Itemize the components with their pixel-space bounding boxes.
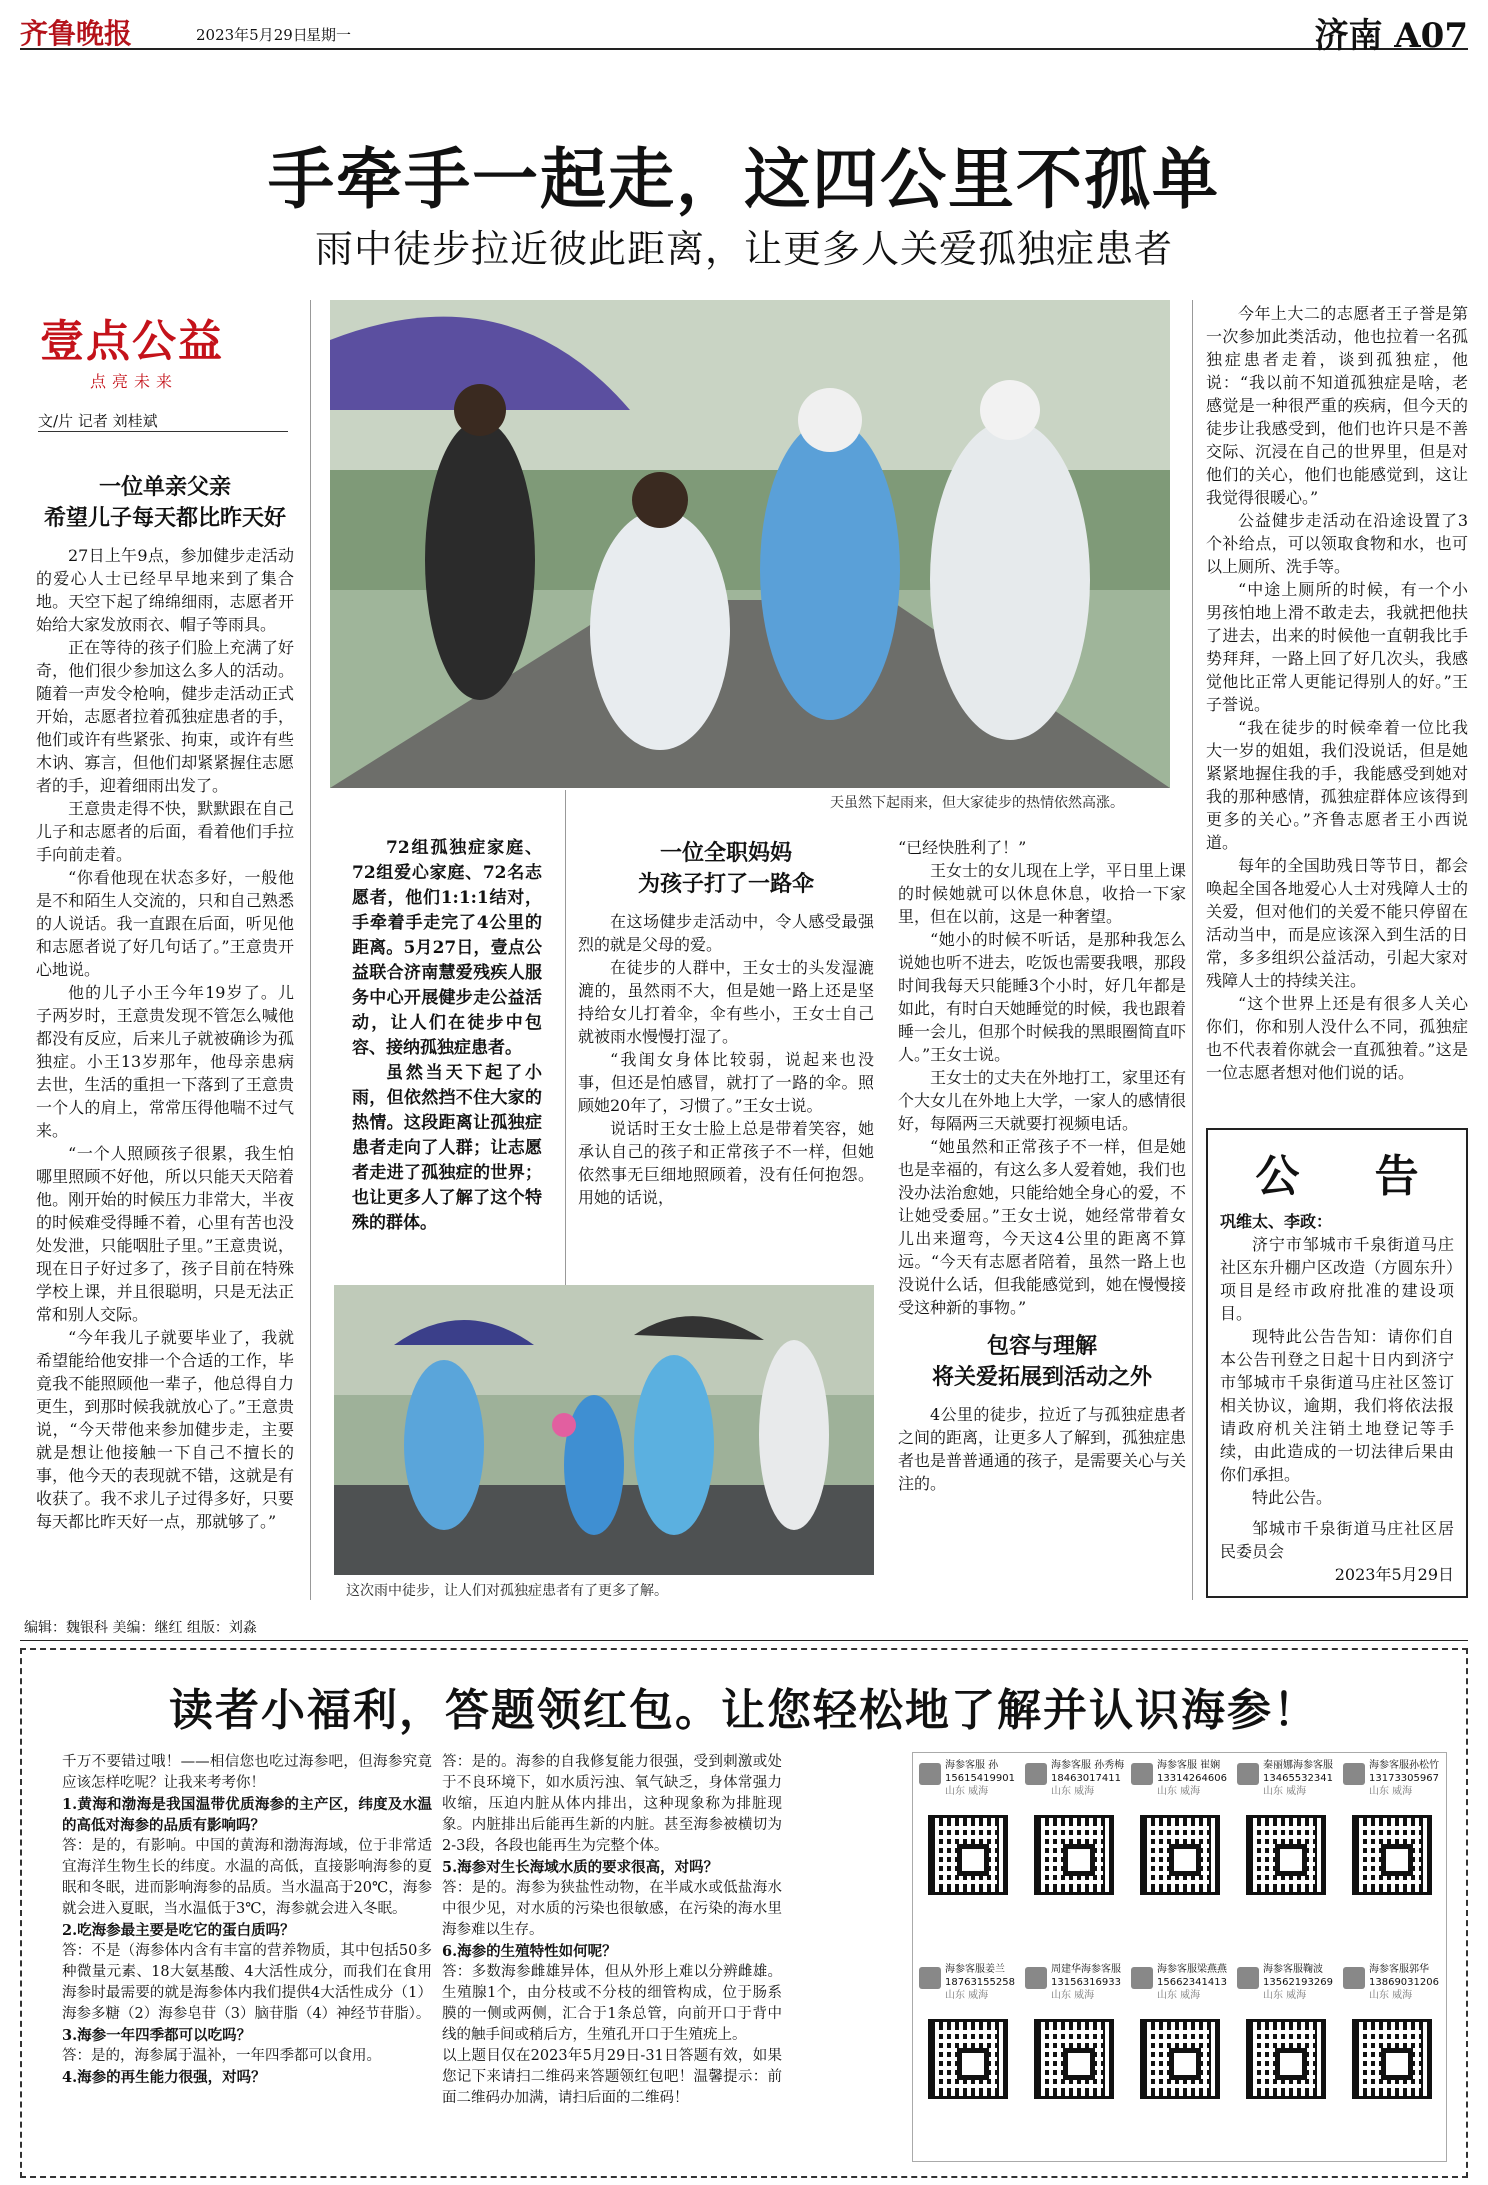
photo-families-walking	[334, 1285, 874, 1575]
avatar	[919, 1967, 941, 1989]
issue-weekday: 星期一	[306, 26, 352, 44]
paragraph: 他的儿子小王今年19岁了。儿子两岁时，王意贵发现不管怎么喊他都没有反应，后来儿子就被确诊为孤独症。小王13岁那年，他母亲患病去世，生活的重担一下落到了王意贵一个人的肩上，常常压得他喘不过气来。	[36, 983, 294, 1140]
ad-answer: 答：是的。海参的自我修复能力很强，受到刺激或处于不良环境下，如水质污浊、氧气缺乏，身体常强力收缩，压迫内脏从体内排出，这种现象称为排脏现象。内脏排出后能再生新的内脏。甚至海参被横切为2-3段，各段也能再生为完整个体。	[442, 1754, 782, 1854]
avatar	[1237, 1967, 1259, 1989]
qr-contact-region: 山东 威海	[945, 1990, 989, 2001]
advertisement	[20, 1648, 1468, 2178]
column-divider	[310, 300, 311, 1600]
paragraph: 在这场健步走活动中，令人感受最强烈的就是父母的爱。	[578, 912, 874, 954]
qr-contact-card[interactable]	[1129, 1759, 1231, 1964]
paragraph: 在徒步的人群中，王女士的头发湿漉漉的，虽然雨不大，但是她一路上还是坚持给女儿打着伞，伞有些小，王女士自己就被雨水慢慢打湿了。	[578, 958, 874, 1046]
qr-code-icon[interactable]	[1246, 2019, 1326, 2099]
qr-contact-card[interactable]	[917, 1759, 1019, 1964]
paragraph: 4公里的徒步，拉近了与孤独症患者之间的距离，让更多人了解到，孤独症患者也是普普通通的孩子，是需要关心与关注的。	[898, 1405, 1187, 1493]
paragraph: “我闺女身体比较弱，说起来也没事，但还是怕感冒，就打了一路的伞。照顾她20年了，习惯了。”王女士说。	[578, 1050, 874, 1115]
lead-block	[352, 836, 542, 1236]
qr-code-icon[interactable]	[1140, 1815, 1220, 1895]
ad-answer: 答：多数海参雌雄异体，但从外形上难以分辨雌雄。生殖腺1个，由分枝或不分枝的细管构成，位于肠系膜的一侧或两侧，汇合于1条总管，向前开口于背中线的触手间或稍后方，生殖孔开口于生殖疣上。	[442, 1964, 782, 2043]
qr-code-icon[interactable]	[1246, 1815, 1326, 1895]
qr-contact-phone: 13465532341	[1263, 1773, 1333, 1784]
qr-contact-region: 山东 威海	[945, 1786, 989, 1797]
paragraph: “她虽然和正常孩子不一样，但是她也是幸福的，有这么多人爱着她，我们也没办法治愈她，只能给她全身心的爱，不让她受委屈。”王女士说，她经常带着女儿出来遛弯，今天这4公里的距离不算远。“今天有志愿者陪着，虽然一路上也没说什么话，但我能感觉到，她在慢慢接受这种新的事物。”	[898, 1137, 1187, 1317]
qr-contact-region: 山东 威海	[1263, 1786, 1307, 1797]
qr-contact-region: 山东 威海	[1369, 1990, 1413, 2001]
qr-contact-name: 海参客服鞠波	[1263, 1964, 1323, 1975]
qr-contact-region: 山东 威海	[1157, 1990, 1201, 2001]
qr-contact-card[interactable]	[917, 1963, 1019, 2168]
avatar	[1131, 1763, 1153, 1785]
column-divider	[1192, 300, 1193, 1600]
notice-paragraph: 济宁市邹城市千泉街道马庄社区东升棚户区改造（方圆东升）项目是经市政府批准的建设项目。	[1220, 1235, 1454, 1323]
right-mid-title-1: 包容与理解	[986, 1333, 1097, 1359]
paragraph: 正在等待的孩子们脸上充满了好奇，他们很少参加这么多人的活动。随着一声发令枪响，健步走活动正式开始，志愿者拉着孤独症患者的手，他们或许有些紧张、拘束，或许有些木讷、寡言，但他们却紧紧握住志愿者的手，迎着细雨出发了。	[36, 638, 294, 795]
qr-card-header	[1129, 1963, 1231, 2011]
qr-contact-card[interactable]	[1235, 1963, 1337, 2168]
ad-column-2	[442, 1752, 782, 2109]
right-mid-column	[898, 836, 1186, 1495]
qr-code-panel	[912, 1752, 1447, 2162]
ad-footnote: 以上题目仅在2023年5月29日-31日答题有效，如果您记下来请扫二维码来答题领红包吧！温馨提示：前面二维码办加满，请扫后面的二维码！	[442, 2048, 782, 2106]
byline: 文/片 记者 刘桂斌	[38, 410, 288, 432]
qr-contact-name: 海参客服孙松竹	[1369, 1760, 1439, 1771]
qr-contact-phone: 13869031206	[1369, 1977, 1439, 1988]
left-column	[36, 472, 294, 1533]
qr-contact-name: 海参客服郭华	[1369, 1964, 1429, 1975]
qr-contact-name: 海参客服 孙	[945, 1760, 999, 1771]
qr-contact-phone: 18463017411	[1051, 1773, 1121, 1784]
qr-contact-region: 山东 威海	[1157, 1786, 1201, 1797]
photo2-caption: 这次雨中徒步，让人们对孤独症患者有了更多了解。	[346, 1583, 668, 1599]
notice-paragraph: 现特此公告告知：请你们自本公告刊登之日起十日内到济宁市邹城市千泉街道马庄社区签订相关协议，逾期，我们将依法报请政府机关注销土地登记等手续，由此造成的一切法律后果由你们承担。	[1220, 1327, 1454, 1484]
paragraph: “一个人照顾孩子很累，我生怕哪里照顾不好他，所以只能天天陪着他。刚开始的时候压力非常大，半夜的时候难受得睡不着，心里有苦也没处发泄，只能咽肚子里。”王意贵说，现在日子好过多了，孩子目前在特殊学校上课，并且很聪明，只是无法正常和别人交际。	[36, 1144, 294, 1324]
qr-contact-region: 山东 威海	[1051, 1990, 1095, 2001]
paragraph: 27日上午9点，参加健步走活动的爱心人士已经早早地来到了集合地。天空下起了绵绵细雨，志愿者开始给大家发放雨衣、帽子等雨具。	[36, 546, 294, 634]
avatar	[1343, 1967, 1365, 1989]
paragraph: “她小的时候不听话，是那种我怎么说她也听不进去，吃饭也需要我喂，那段时间我每天只能睡3个小时，好几年都是如此，有时白天她睡觉的时候，我也跟着睡一会儿，但那个时候我的黑眼圈简直吓人。”王女士说。	[898, 930, 1187, 1064]
issue-date: 2023年5月29日	[196, 26, 308, 44]
ad-question: 5.海参对生长海域水质的要求很高，对吗？	[442, 1859, 719, 1876]
qr-contact-card[interactable]	[1341, 1963, 1443, 2168]
column-divider	[565, 790, 566, 1290]
paragraph: 王意贵走得不快，默默跟在自己儿子和志愿者的后面，看着他们手拉手向前走着。	[36, 799, 294, 864]
notice-title: 公 告	[1255, 1151, 1449, 1202]
lead-paragraph-2: 虽然当天下起了小雨，但依然挡不住大家的热情。这段距离让孤独症患者走向了人群；让志愿者走进了孤独症的世界；也让更多人了解了这个特殊的群体。	[352, 1063, 542, 1233]
avatar	[1131, 1967, 1153, 1989]
ad-question: 2.吃海参最主要是吃它的蛋白质吗？	[62, 1922, 295, 1939]
qr-card-header	[917, 1759, 1019, 1807]
ad-answer: 答：是的，海参属于温补，一年四季都可以食用。	[62, 2048, 381, 2064]
far-right-column	[1206, 302, 1468, 1084]
qr-contact-region: 山东 威海	[1263, 1990, 1307, 2001]
mid-column	[578, 838, 874, 1209]
notice-date: 2023年5月29日	[1334, 1565, 1454, 1584]
ad-question: 1.黄海和渤海是我国温带优质海参的主产区，纬度及水温的高低对海参的品质有影响吗？	[62, 1796, 432, 1834]
photo-walkers-in-rain	[330, 300, 1170, 788]
qr-contact-name: 海参客服 孙秀梅	[1051, 1760, 1125, 1771]
masthead	[20, 8, 1468, 56]
photo1-caption: 天虽然下起雨来，但大家徒步的热情依然高涨。	[830, 795, 1124, 811]
mid-title-2: 为孩子打了一路伞	[637, 871, 814, 897]
column-logo-sub: 点亮未来	[90, 372, 179, 391]
paragraph: “我在徒步的时候牵着一位比我大一岁的姐姐，我们没说话，但是她紧紧地握住我的手，我能感受到她对我的那种感情，孤独症群体应该得到更多的关心。”齐鲁志愿者王小西说道。	[1206, 718, 1468, 852]
qr-contact-card[interactable]	[1341, 1759, 1443, 1964]
qr-card-header	[1235, 1963, 1337, 2011]
ad-answer: 答：是的。海参为狭盐性动物，在半咸水或低盐海水中很少见，对水质的污染也很敏感，在污染的海水里海参难以生存。	[442, 1880, 782, 1938]
qr-code-icon[interactable]	[1034, 1815, 1114, 1895]
newspaper-logo: 齐鲁晚报	[20, 17, 133, 50]
qr-contact-phone: 13562193269	[1263, 1977, 1333, 1988]
paragraph: 公益健步走活动在沿途设置了3个补给点，可以领取食物和水，也可以上厕所、洗手等。	[1206, 511, 1468, 576]
mid-title-1: 一位全职妈妈	[659, 840, 792, 866]
avatar	[1025, 1763, 1047, 1785]
lead-paragraph-1: 72组孤独症家庭、72组爱心家庭、72名志愿者，他们1:1:1结对，手牵着手走完了4公里的距离。5月27日，壹点公益联合济南慧爱残疾人服务中心开展健步走公益活动，让人们在徒步中包容、接纳孤独症患者。	[352, 838, 542, 1058]
qr-card-header	[1023, 1963, 1125, 2011]
page-section: 济南 A07	[1314, 16, 1468, 56]
avatar	[1343, 1763, 1365, 1785]
qr-card-header	[1341, 1759, 1443, 1807]
avatar	[1025, 1967, 1047, 1989]
ad-question: 4.海参的再生能力很强，对吗？	[62, 2069, 266, 2086]
qr-card-header	[1023, 1759, 1125, 1807]
paragraph: 今年上大二的志愿者王子誉是第一次参加此类活动，他也拉着一名孤独症患者走着，谈到孤独症，他说：“我以前不知道孤独症是啥，老感觉是一种很严重的疾病，但今天的徒步让我感受到，他们也许只是不善交际、沉浸在自己的世界里，但是对他们的关心，他们也能感觉到，这让我觉得很暖心。”	[1206, 304, 1468, 507]
qr-contact-card[interactable]	[1129, 1963, 1231, 2168]
editors-line: 编辑：魏银科 美编：继红 组版：刘淼	[20, 1617, 1468, 1641]
right-mid-title-2: 将关爱拓展到活动之外	[931, 1364, 1152, 1390]
qr-contact-name: 海参客服 崔娴	[1157, 1760, 1221, 1771]
qr-card-header	[1129, 1759, 1231, 1807]
paragraph: 说话时王女士脸上总是带着笑容，她承认自己的孩子和正常孩子不一样，但她依然事无巨细地照顾着，没有任何抱怨。用她的话说，	[578, 1119, 874, 1207]
paragraph: “你看他现在状态多好，一般他是不和陌生人交流的，只和自己熟悉的人说话。我一直跟在后面，听见他和志愿者说了好几句话了。”王意贵开心地说。	[36, 868, 294, 979]
qr-code-icon[interactable]	[1034, 2019, 1114, 2099]
paragraph: 王女士的丈夫在外地打工，家里还有个大女儿在外地上大学，一家人的感情很好，每隔两三天就要打视频电话。	[898, 1068, 1187, 1133]
avatar	[919, 1763, 941, 1785]
paragraph: 王女士的女儿现在上学，平日里上课的时候她就可以休息休息，收拾一下家里，但在以前，这是一种奢望。	[898, 861, 1187, 926]
qr-card-header	[1235, 1759, 1337, 1807]
qr-contact-phone: 13156316933	[1051, 1977, 1121, 1988]
avatar	[1237, 1763, 1259, 1785]
ad-answer: 答：是的，有影响。中国的黄海和渤海海域，位于非常适宜海洋生物生长的纬度。水温的高低，直接影响海参的夏眠和冬眠，进而影响海参的品质。当水温高于20℃，海参就会进入夏眠，当水温低于3℃，海参就会进入冬眠。	[62, 1838, 432, 1917]
public-notice	[1206, 1128, 1468, 1598]
paragraph: “中途上厕所的时候，有一个小男孩怕地上滑不敢走去，我就把他扶了进去，出来的时候他一直朝我比手势拜拜，一路上回了好几次头，我感觉他比正常人更能记得别人的好。”王子誉说。	[1206, 580, 1468, 714]
notice-paragraph: 特此公告。	[1252, 1488, 1333, 1507]
qr-contact-phone: 13314264606	[1157, 1773, 1227, 1784]
ad-column-1	[62, 1752, 432, 2088]
qr-contact-region: 山东 威海	[1369, 1786, 1413, 1797]
paragraph: “已经快胜利了！”	[898, 838, 1027, 857]
qr-code-icon[interactable]	[1352, 1815, 1432, 1895]
left-title-2: 希望儿子每天都比昨天好	[43, 505, 286, 531]
qr-card-header	[1341, 1963, 1443, 2011]
qr-code-icon[interactable]	[1352, 2019, 1432, 2099]
ad-question: 3.海参一年四季都可以吃吗？	[62, 2027, 252, 2044]
ad-paragraph: 千万不要错过哦！——相信您也吃过海参吧，但海参究竟应该怎样吃呢？让我来考考你！	[62, 1754, 432, 1791]
ad-question: 6.海参的生殖特性如何呢？	[442, 1943, 617, 1960]
ad-answer: 答：不是（海参体内含有丰富的营养物质，其中包括50多种微量元素、18大氨基酸、4大活性成分，而我们在食用海参时最需要的就是海参体内我们提供4大活性成分（1）海参多糖（2）海参皂苷（3）脑苷脂（4）神经节苷脂）。	[62, 1943, 432, 2022]
paragraph: “今年我儿子就要毕业了，我就希望能给他安排一个合适的工作，毕竟我不能照顾他一辈子，他总得自力更生，到那时候我就放心了。”王意贵说，“今天带他来参加健步走，主要就是想让他接触一下自己不擅长的事，他今天的表现就不错，这就是有收获了。我不求儿子过得多好，只要每天都比昨天好一点，那就够了。”	[36, 1328, 294, 1531]
qr-contact-region: 山东 威海	[1051, 1786, 1095, 1797]
qr-contact-name: 周建华海参客服	[1051, 1964, 1121, 1975]
column-logo-main: 壹点公益	[40, 316, 224, 367]
qr-contact-card[interactable]	[1023, 1963, 1125, 2168]
qr-card-header	[917, 1963, 1019, 2011]
qr-code-icon[interactable]	[928, 1815, 1008, 1895]
column-logo	[40, 305, 270, 397]
qr-code-icon[interactable]	[928, 2019, 1008, 2099]
headline: 手牵手一起走，这四公里不孤单	[268, 140, 1220, 218]
qr-contact-phone: 18763155258	[945, 1977, 1015, 1988]
qr-contact-phone: 15615419901	[945, 1773, 1015, 1784]
paragraph: “这个世界上还是有很多人关心你们，你和别人没什么不同，孤独症也不代表着你就会一直孤独着。”这是一位志愿者想对他们说的话。	[1206, 994, 1468, 1082]
qr-contact-card[interactable]	[1235, 1759, 1337, 1964]
notice-recipients: 巩维太、李政：	[1220, 1212, 1333, 1231]
paragraph: 每年的全国助残日等节日，都会唤起全国各地爱心人士对残障人士的关爱，但对他们的关爱不能只停留在活动当中，而是应该深入到生活的日常，多多组织公益活动，引起大家对残障人士的持续关注。	[1206, 856, 1468, 990]
notice-org: 邹城市千泉街道马庄社区居民委员会	[1220, 1519, 1454, 1561]
qr-contact-name: 海参客服姜兰	[945, 1964, 1005, 1975]
subheadline: 雨中徒步拉近彼此距离，让更多人关爱孤独症患者	[314, 227, 1173, 271]
qr-contact-card[interactable]	[1023, 1759, 1125, 1964]
left-title-1: 一位单亲父亲	[98, 474, 231, 500]
qr-contact-name: 海参客服梁燕燕	[1157, 1964, 1227, 1975]
qr-code-icon[interactable]	[1140, 2019, 1220, 2099]
qr-contact-name: 秦丽娜海参客服	[1263, 1760, 1333, 1771]
ad-title: 读者小福利，答题领红包。让您轻松地了解并认识海参！	[169, 1685, 1319, 1736]
qr-contact-phone: 13173305967	[1369, 1773, 1439, 1784]
qr-contact-phone: 15662341413	[1157, 1977, 1227, 1988]
